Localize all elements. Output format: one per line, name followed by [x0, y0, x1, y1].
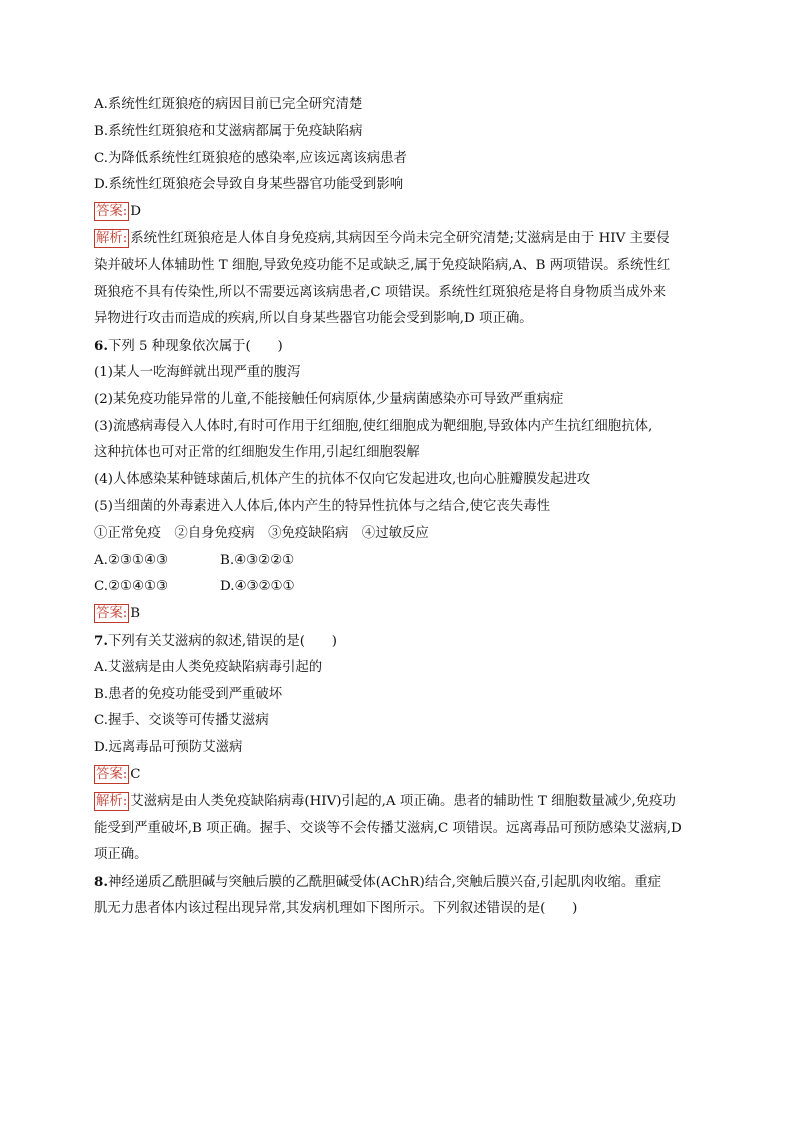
q6-item-3-cont: 这种抗体也可对正常的红细胞发生作用,引起红细胞裂解 [94, 445, 420, 461]
q6-option-c: C.②①④①③ [94, 579, 169, 595]
q7-option-d: D.远离毒品可预防艾滋病 [94, 740, 243, 756]
q8-stem-line-1 [94, 869, 714, 896]
q6-option-b: B.④③②②① [220, 552, 295, 568]
q5-analysis-line-2: 染并破坏人体辅助性 T 细胞,导致免疫功能不足或缺乏,属于免疫缺陷病,A、B 两项错误。系统性红 [94, 257, 671, 273]
q5-option-c: C.为降低系统性红斑狼疮的感染率,应该远离该病患者 [94, 150, 407, 166]
q5-analysis-text: 系统性红斑狼疮是人体自身免疫病,其病因至今尚未完全研究清楚;艾滋病是由于 HIV 主要侵 [130, 230, 670, 246]
q6-answer [94, 601, 714, 628]
q6-option-a: A.②③①④③ [94, 552, 168, 568]
q7-answer-value: C [130, 766, 141, 782]
q5-option-a: A.系统性红斑狼疮的病因目前已完全研究清楚 [94, 97, 363, 112]
q6-option-d: D.④③②①① [220, 579, 295, 595]
q6-item-1: (1)某人一吃海鲜就出现严重的腹泻 [94, 364, 301, 380]
analysis-tag: 解析: [96, 230, 128, 246]
q6-item-4: (4)人体感染某种链球菌后,机体产生的抗体不仅向它发起进攻,也向心脏瓣膜发起进攻 [94, 472, 591, 488]
q6-options-row-1 [94, 548, 714, 575]
q6-stem [94, 333, 714, 360]
document-page [94, 92, 714, 923]
q5-option-d: D.系统性红斑狼疮会导致自身某些器官功能受到影响 [94, 177, 404, 193]
q6-stem-text: 下列 5 种现象依次属于( ) [107, 339, 283, 355]
q7-analysis-line-2: 能受到严重破坏,B 项正确。握手、交谈等不会传播艾滋病,C 项错误。远离毒品可预防感染艾滋病,D [94, 820, 682, 836]
answer-tag: 答案: [96, 766, 128, 782]
q5-analysis-line-4: 异物进行攻击而造成的疾病,所以自身某些器官功能会受到影响,D 项正确。 [94, 311, 533, 327]
q5-analysis-line-1 [94, 226, 714, 253]
q6-item-5: (5)当细菌的外毒素进入人体后,体内产生的特异性抗体与之结合,使它丧失毒性 [94, 498, 550, 514]
q7-analysis-text: 艾滋病是由人类免疫缺陷病毒(HIV)引起的,A 项正确。患者的辅助性 T 细胞数量减少,免疫功 [130, 793, 676, 809]
q7-option-c: C.握手、交谈等可传播艾滋病 [94, 713, 269, 729]
q5-option-b: B.系统性红斑狼疮和艾滋病都属于免疫缺陷病 [94, 123, 363, 139]
q7-option-a: A.艾滋病是由人类免疫缺陷病毒引起的 [94, 659, 323, 675]
analysis-tag: 解析: [96, 793, 128, 809]
q5-answer-value: D [130, 204, 142, 220]
q7-number: 7. [94, 632, 108, 649]
q6-answer-value: B [130, 606, 141, 622]
q5-answer [94, 199, 714, 226]
q8-stem-line-2: 肌无力患者体内该过程出现异常,其发病机理如下图所示。下列叙述错误的是( ) [94, 900, 578, 916]
answer-tag: 答案: [96, 204, 128, 220]
q8-number: 8. [94, 874, 108, 891]
q6-item-3: (3)流感病毒侵入人体时,有时可作用于红细胞,使红细胞成为靶细胞,导致体内产生抗红细胞抗体, [94, 418, 653, 434]
q8-stem-text: 神经递质乙酰胆碱与突触后膜的乙酰胆碱受体(AChR)结合,突触后膜兴奋,引起肌肉收缩。重症 [107, 875, 662, 891]
q7-option-b: B.患者的免疫功能受到严重破坏 [94, 686, 283, 702]
q7-stem-text: 下列有关艾滋病的叙述,错误的是( ) [107, 633, 337, 649]
q7-stem [94, 628, 714, 655]
q6-choices: ①正常免疫 ②自身免疫病 ③免疫缺陷病 ④过敏反应 [94, 525, 429, 541]
q7-analysis-line-3: 项正确。 [94, 847, 148, 863]
q7-analysis-line-1 [94, 789, 714, 816]
q5-analysis-line-3: 斑狼疮不具有传染性,所以不需要远离该病患者,C 项错误。系统性红斑狼疮是将自身物质当成外来 [94, 284, 667, 300]
answer-tag: 答案: [96, 606, 128, 622]
q6-item-2: (2)某免疫功能异常的儿童,不能接触任何病原体,少量病菌感染亦可导致严重病症 [94, 391, 564, 407]
q7-answer [94, 762, 714, 789]
q6-options-row-2 [94, 574, 714, 601]
q6-number: 6. [94, 338, 108, 355]
